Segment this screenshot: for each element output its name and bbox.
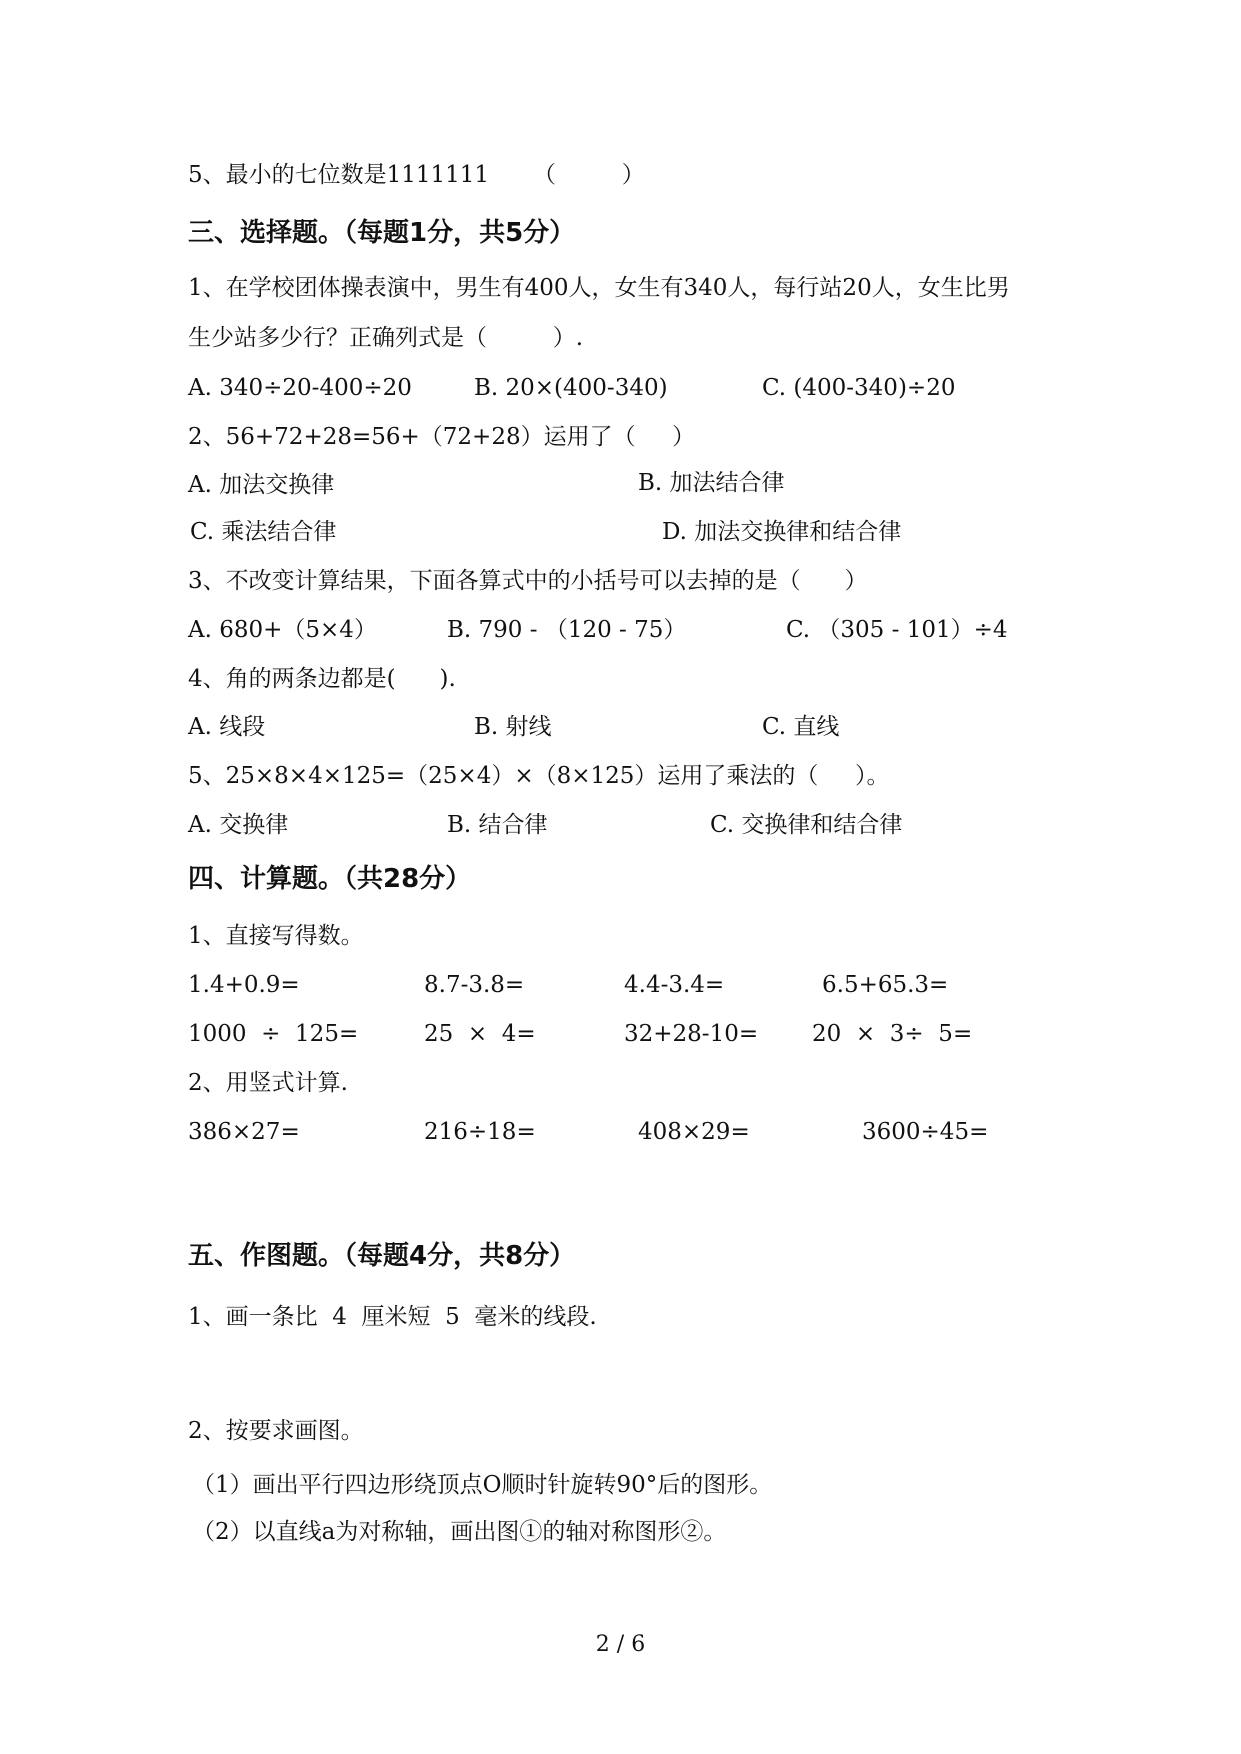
s3-q3-option-b: B. 790 - （120 - 75） [447, 617, 687, 643]
s3-q4-option-b: B. 射线 [474, 714, 552, 740]
s3-q2-option-d: D. 加法交换律和结合律 [662, 519, 902, 545]
s3-q2-text: 2、56+72+28=56+（72+28）运用了（ ） [188, 424, 696, 450]
s3-q5-option-a: A. 交换律 [188, 812, 289, 838]
s3-q3-option-c: C. （305 - 101）÷4 [786, 617, 1008, 643]
section-4-heading: 四、计算题。（共28分） [188, 864, 472, 894]
vertical-calc-item: 3600÷45= [862, 1119, 989, 1145]
s4-q1-text: 1、直接写得数。 [188, 923, 364, 949]
vertical-calc-item: 408×29= [638, 1119, 750, 1145]
s3-q1-option-b: B. 20×(400-340) [474, 375, 668, 401]
section-5-heading: 五、作图题。（每题4分，共8分） [188, 1241, 576, 1271]
calc-item: 32+28-10= [624, 1021, 759, 1047]
vertical-calc-item: 216÷18= [424, 1119, 536, 1145]
section-3-heading: 三、选择题。（每题1分，共5分） [188, 218, 576, 248]
s3-q4-text: 4、角的两条边都是( ). [188, 666, 456, 692]
s4-q2-text: 2、用竖式计算. [188, 1070, 348, 1096]
s3-q1-line2: 生少站多少行？正确列式是（ ）. [188, 325, 584, 351]
tf-question-5: 5、最小的七位数是1111111 （ ） [188, 162, 645, 188]
s3-q2-option-b: B. 加法结合律 [638, 470, 785, 496]
s3-q2-option-a: A. 加法交换律 [188, 472, 335, 498]
calc-item: 8.7-3.8= [424, 972, 525, 998]
s3-q1-option-c: C. (400-340)÷20 [762, 375, 956, 401]
s3-q1-option-a: A. 340÷20-400÷20 [188, 375, 412, 401]
page-number: 2 / 6 [595, 1632, 646, 1657]
calc-item: 20 × 3÷ 5= [812, 1021, 973, 1047]
calc-item: 4.4-3.4= [624, 972, 725, 998]
s3-q4-option-c: C. 直线 [762, 714, 840, 740]
s5-q2-text: 2、按要求画图。 [188, 1418, 364, 1444]
s3-q1-line1: 1、在学校团体操表演中，男生有400人，女生有340人，每行站20人，女生比男 [188, 275, 1010, 301]
s3-q5-option-c: C. 交换律和结合律 [710, 812, 903, 838]
calc-item: 6.5+65.3= [822, 972, 949, 998]
calc-item: 1000 ÷ 125= [188, 1021, 359, 1047]
s5-q1-text: 1、画一条比 4 厘米短 5 毫米的线段. [188, 1304, 597, 1330]
calc-item: 1.4+0.9= [188, 972, 300, 998]
s5-q2-part1: （1）画出平行四边形绕顶点O顺时针旋转90°后的图形。 [192, 1472, 773, 1498]
s3-q5-text: 5、25×8×4×125=（25×4）×（8×125）运用了乘法的（ ）。 [188, 763, 890, 789]
calc-item: 25 × 4= [424, 1021, 536, 1047]
s3-q2-option-c: C. 乘法结合律 [190, 519, 337, 545]
s3-q4-option-a: A. 线段 [188, 714, 266, 740]
vertical-calc-item: 386×27= [188, 1119, 300, 1145]
s3-q3-text: 3、不改变计算结果，下面各算式中的小括号可以去掉的是（ ） [188, 568, 868, 594]
s3-q5-option-b: B. 结合律 [447, 812, 548, 838]
s3-q3-option-a: A. 680+（5×4） [188, 617, 377, 643]
s5-q2-part2: （2）以直线a为对称轴，画出图①的轴对称图形②。 [192, 1519, 727, 1545]
